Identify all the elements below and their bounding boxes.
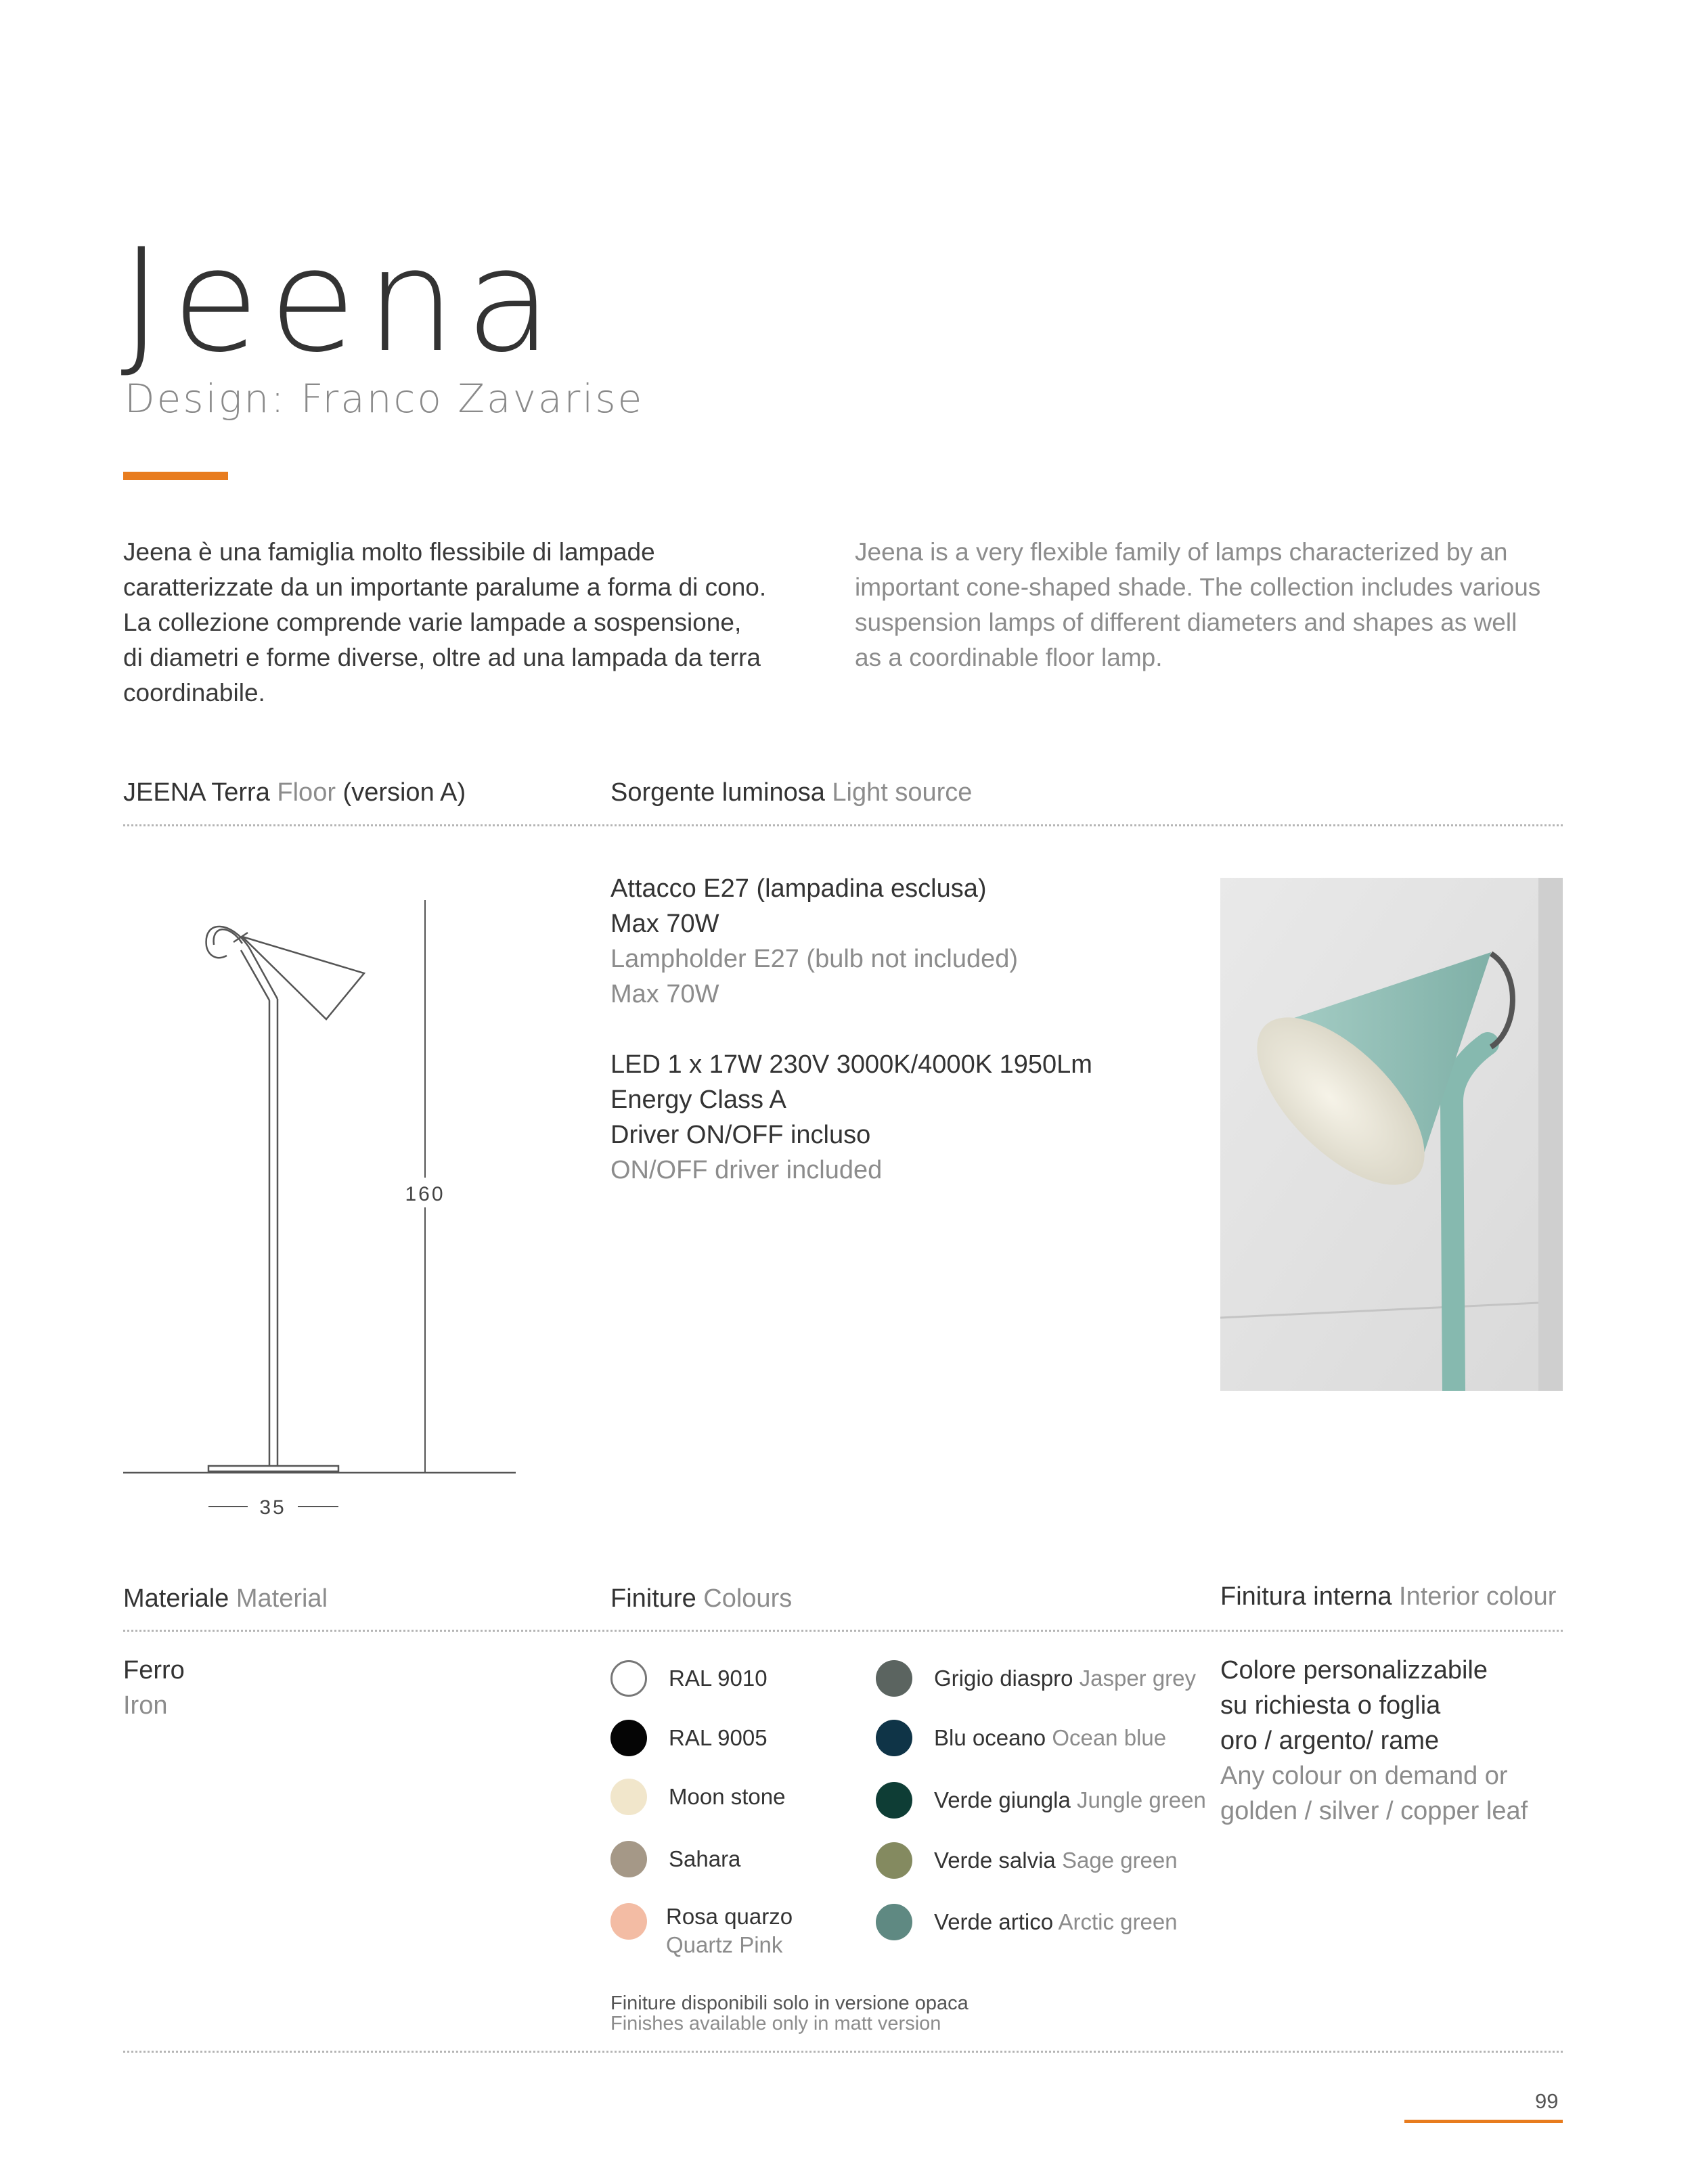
material-value [123,1653,185,1723]
swatch-label-en: Jasper grey [1079,1666,1197,1691]
swatch-moon-stone [610,1779,785,1815]
product-photo [1220,878,1563,1391]
intro-line: La collezione comprende varie lampade a sospensione, [123,608,742,636]
accent-divider [123,472,228,480]
label-en: Light source [832,778,973,807]
swatch-label-en: Sage green [1061,1848,1178,1873]
intro-line: Jeena is a very flexible family of lamps characterized by an [855,538,1508,566]
swatch-dot [610,1903,647,1940]
swatch-dot [876,1842,912,1879]
label-en: Interior colour [1399,1582,1557,1611]
base-dimension-label: 35 [259,1496,286,1519]
intro-line: caratterizzate da un importante paralume a forma di cono. [123,573,767,601]
light-source-spec [610,871,1193,1188]
intro-line: important cone-shaped shade. The collection includes various [855,573,1541,601]
swatch-label [934,1664,1196,1693]
spec-spacer [610,1012,1193,1047]
page-accent-bar [1404,2120,1563,2123]
spec-line: Energy Class A [610,1086,786,1114]
material-en: Iron [123,1691,168,1720]
swatch-label: Sahara [669,1846,741,1871]
interior-line: su richiesta o foglia [1220,1691,1441,1720]
swatch-dot [876,1782,912,1819]
label-en: Material [236,1584,328,1613]
interior-colour-label [1220,1582,1556,1611]
swatch-label [934,1908,1178,1936]
swatch-label-en: Jungle green [1077,1787,1206,1812]
section-divider [123,1630,1563,1632]
swatch-label-it: Blu oceano [934,1725,1046,1750]
swatch-label-it: Verde salvia [934,1848,1056,1873]
label-suffix: (version A) [342,778,466,807]
base-plate [208,1466,338,1471]
swatch-verde-giungla [876,1782,1206,1819]
swatch-label [934,1724,1166,1752]
swatch-label-en: Arctic green [1058,1909,1178,1934]
light-source-label [610,778,972,807]
designer-credit: Design: Franco Zavarise [125,376,644,422]
intro-line: as a coordinable floor lamp. [855,644,1163,671]
swatch-ral-9005 [610,1720,768,1756]
label-it: JEENA Terra [123,778,270,807]
swatch-label: RAL 9005 [669,1725,768,1750]
interior-line: oro / argento/ rame [1220,1726,1440,1755]
label-it: Finiture [610,1584,696,1613]
intro-line: di diametri e forme diverse, oltre ad una lampada da terra [123,644,761,671]
material-it: Ferro [123,1656,185,1685]
intro-english [855,535,1572,675]
colours-label [610,1584,792,1613]
swatch-label: Moon stone [669,1784,786,1809]
swatch-sahara [610,1841,740,1877]
height-dimension-label: 160 [405,1183,445,1205]
interior-line: Any colour on demand or [1220,1762,1508,1790]
swatch-dot [876,1720,912,1756]
cone-shade [242,937,364,1019]
label-it: Sorgente luminosa [610,778,825,807]
swatch-label: RAL 9010 [669,1666,768,1691]
swatch-grigio-diaspro [876,1660,1196,1697]
bottom-divider [123,2051,1563,2053]
swatch-label-it: Verde artico [934,1909,1054,1934]
material-label [123,1584,328,1613]
swatch-label-it: Grigio diaspro [934,1666,1073,1691]
spec-line: LED 1 x 17W 230V 3000K/4000K 1950Lm [610,1050,1092,1079]
page-number: 99 [1535,2089,1559,2113]
spec-line: Attacco E27 (lampadina esclusa) [610,874,987,903]
section-divider [123,824,1563,826]
spec-line: Lampholder E27 (bulb not included) [610,945,1019,973]
note-en: Finishes available only in matt version [610,2013,941,2034]
swatch-label-en: Quartz Pink [666,1932,783,1957]
interior-line: Colore personalizzabile [1220,1656,1488,1685]
intro-line: Jeena è una famiglia molto flessibile di lampade [123,538,655,566]
swatch-label-en: Ocean blue [1052,1725,1167,1750]
swatch-dot [610,1660,647,1697]
label-en: Floor [277,778,336,807]
swatch-verde-artico [876,1904,1178,1940]
swatch-label [666,1902,793,1959]
swatch-label-it: Verde giungla [934,1787,1071,1812]
label-it: Finitura interna [1220,1582,1392,1611]
swatch-label [934,1846,1178,1875]
swatch-rosa-quarzo [610,1902,793,1959]
note-it: Finiture disponibili solo in versione opaca [610,1992,969,2014]
swatch-dot [610,1720,647,1756]
label-en: Colours [703,1584,793,1613]
swatch-dot [876,1904,912,1940]
spec-line: Driver ON/OFF incluso [610,1121,871,1149]
spec-line: Max 70W [610,980,719,1008]
swatch-label-it: Rosa quarzo [666,1904,793,1929]
swatch-ral-9010 [610,1660,768,1697]
finishes-note [610,1993,969,2034]
swatch-blu-oceano [876,1720,1166,1756]
intro-line: coordinabile. [123,679,265,707]
spec-line: ON/OFF driver included [610,1156,883,1184]
label-it: Materiale [123,1584,229,1613]
swatch-dot [876,1660,912,1697]
intro-italian [123,535,807,711]
product-section-label [123,778,466,807]
swatch-verde-salvia [876,1842,1178,1879]
interior-colour-value [1220,1653,1559,1829]
swatch-dot [610,1779,647,1815]
intro-line: suspension lamps of different diameters and shapes as well [855,608,1517,636]
lamp-technical-drawing [115,880,535,1530]
swatch-label [934,1786,1206,1814]
swatch-dot [610,1841,647,1877]
interior-line: golden / silver / copper leaf [1220,1797,1528,1825]
page-title: Jeena [120,218,562,384]
spec-line: Max 70W [610,910,719,938]
